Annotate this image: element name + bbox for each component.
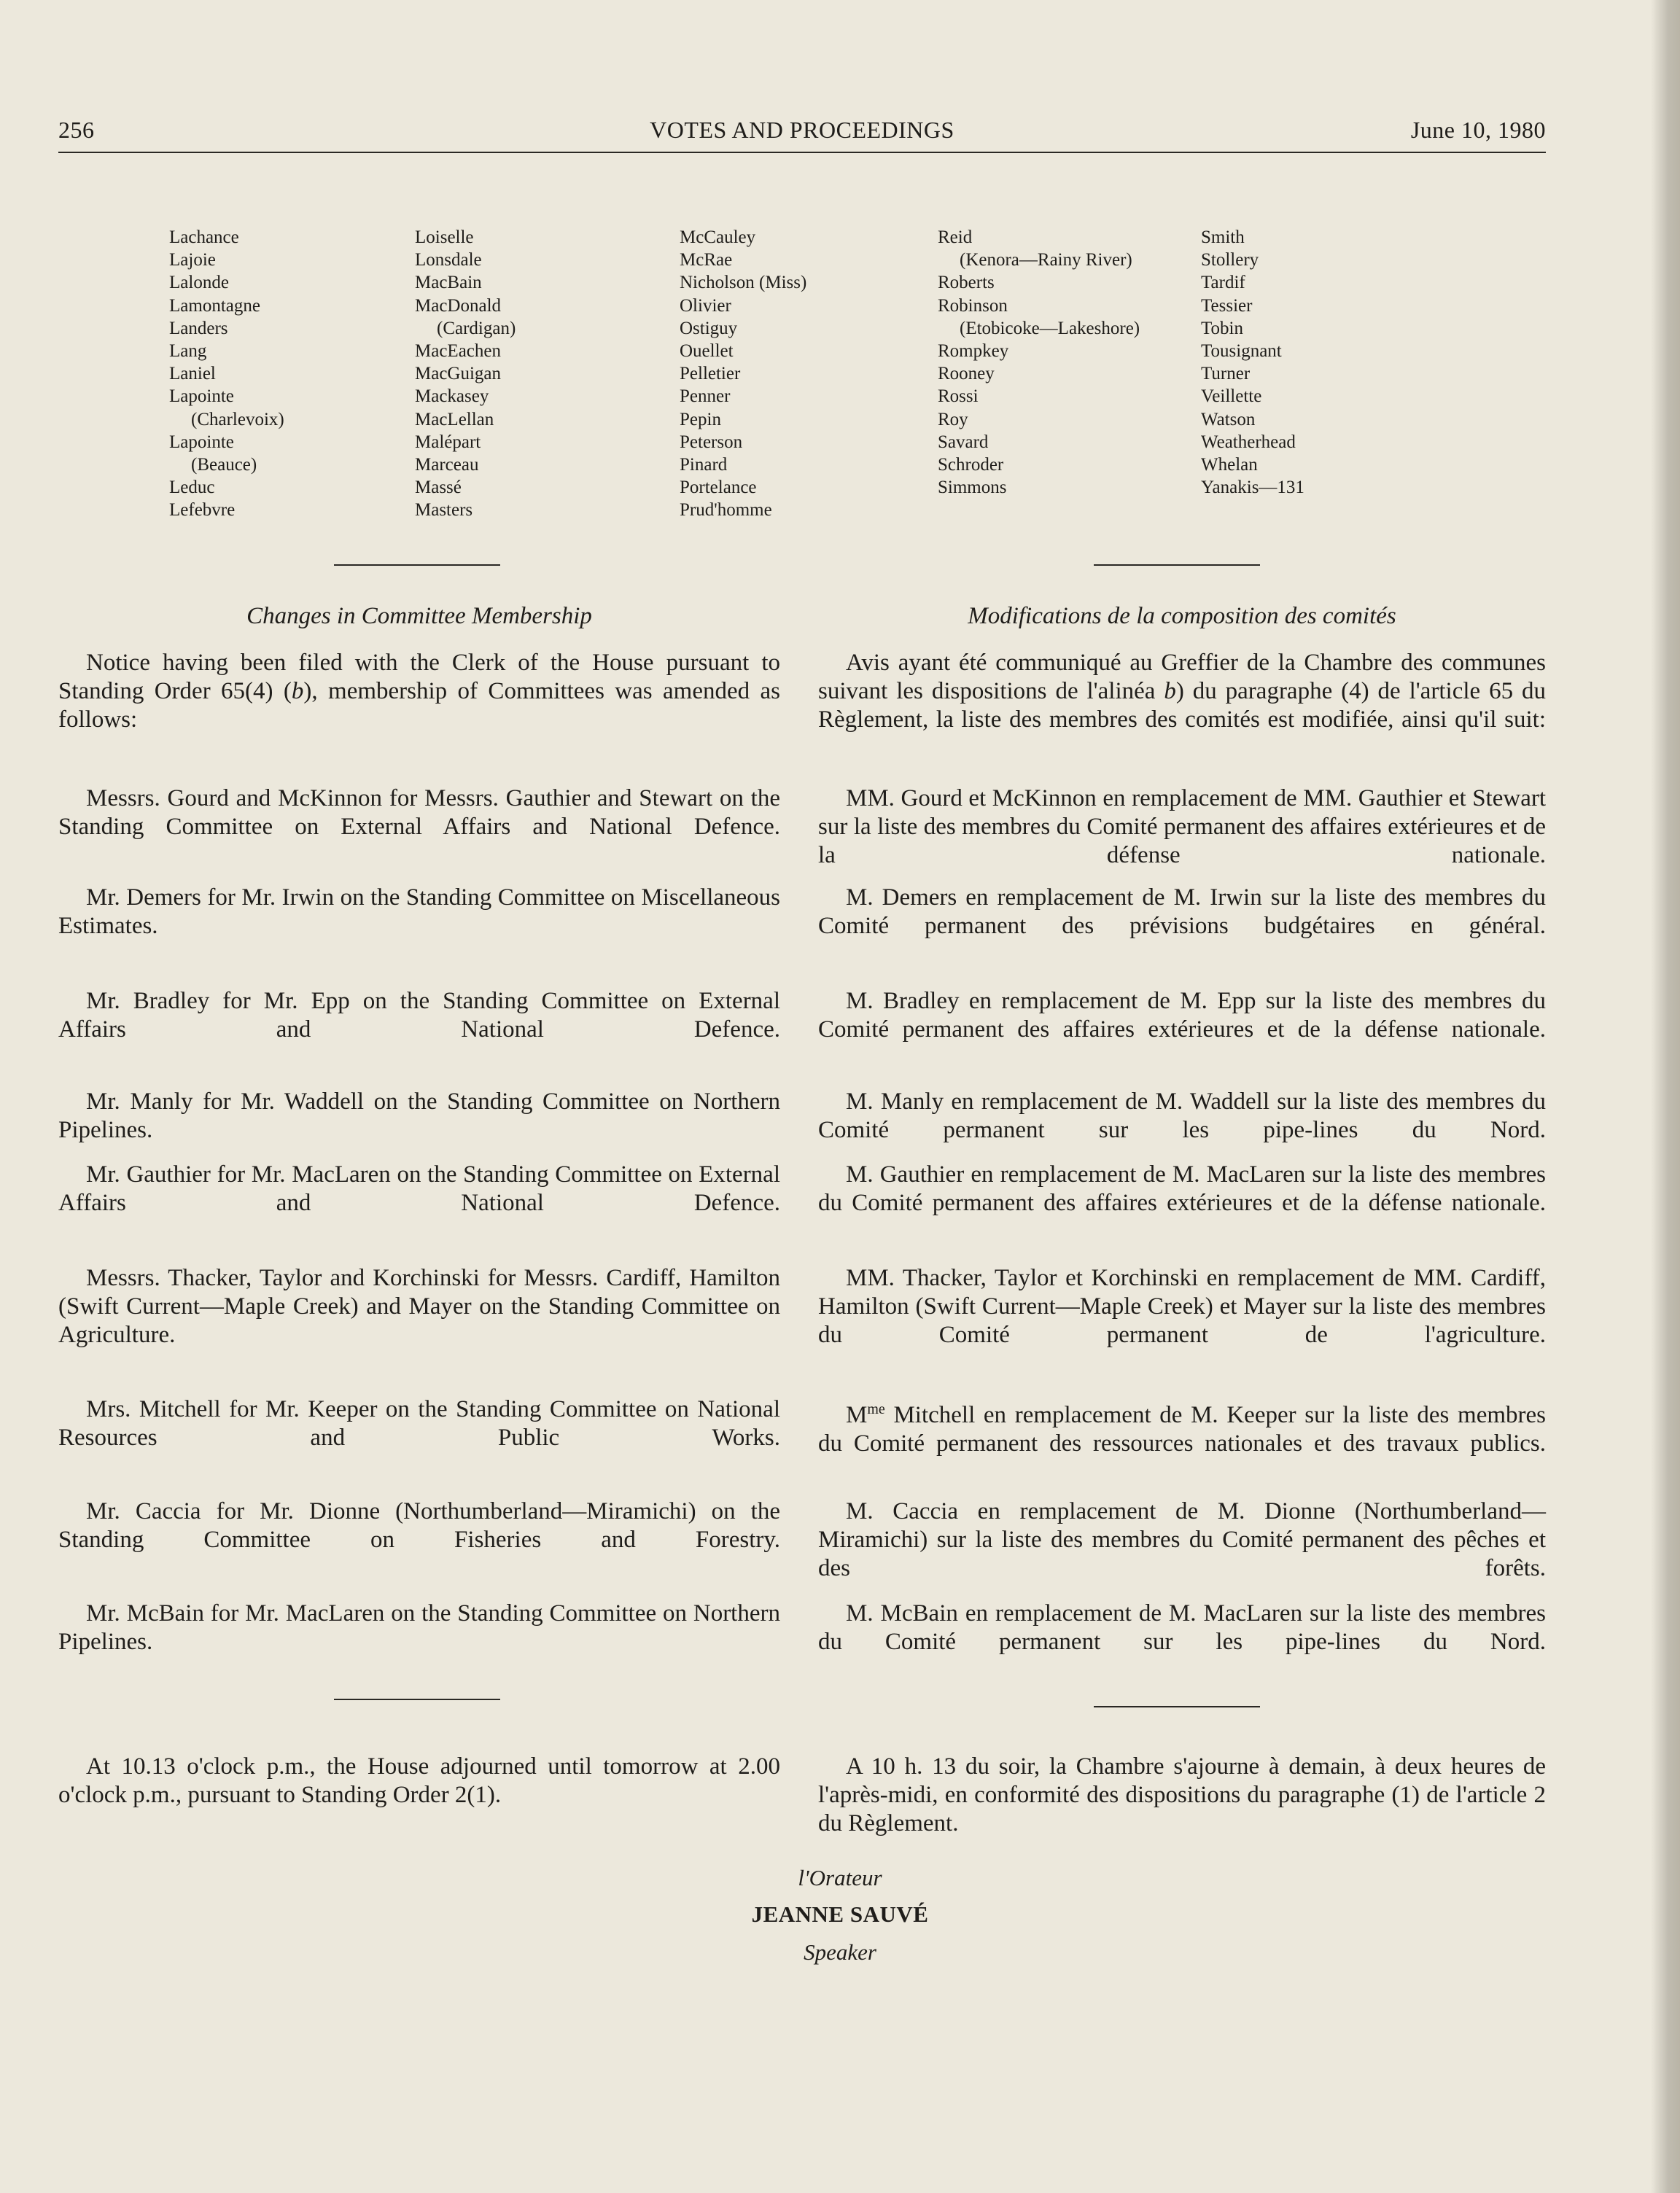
member-name: McRae xyxy=(680,250,733,270)
committee-change: MM. Gourd et McKinnon en remplacement de MM. Gauthier et Stewart sur la liste des membres du Comité permanent des affaires extérieures et de la défense nationale. xyxy=(818,785,1546,868)
committee-change: M. Gauthier en remplacement de M. MacLaren sur la liste des membres du Comité permanent des affaires extérieures et de la défense nationale. xyxy=(818,1161,1546,1216)
member-name: Lang xyxy=(169,341,207,362)
member-name: Loiselle xyxy=(415,227,474,247)
committee-change: MM. Thacker, Taylor et Korchinski en remplacement de MM. Cardiff, Hamilton (Swift Current—Maple Creek) et Mayer sur la liste des membres du Comité permanent de l'agriculture. xyxy=(818,1265,1546,1348)
committee-change: Mr. Caccia for Mr. Dionne (Northumberland—Miramichi) on the Standing Committee on Fisheries and Forestry. xyxy=(58,1498,780,1553)
member-name: Rossi xyxy=(938,386,979,407)
member-name: Tousignant xyxy=(1201,341,1282,362)
page-number: 256 xyxy=(58,117,95,143)
member-name: MacDonald xyxy=(415,295,502,316)
member-name: Tobin xyxy=(1201,318,1243,338)
signature-title: Speaker xyxy=(804,1939,876,1965)
member-name: Laniel xyxy=(169,364,216,384)
member-name: Portelance xyxy=(680,478,757,498)
committee-change: Messrs. Gourd and McKinnon for Messrs. Gauthier and Stewart on the Standing Committee on External Affairs and National Defence. xyxy=(58,785,780,840)
member-name: Prud'homme xyxy=(680,500,772,521)
member-name: Ostiguy xyxy=(680,318,738,338)
page-edge-shadow xyxy=(1651,0,1680,2193)
member-name: Nicholson (Miss) xyxy=(680,273,807,293)
member-name: Pepin xyxy=(680,409,721,429)
member-name: McCauley xyxy=(680,227,756,247)
committee-change: M. Bradley en remplacement de M. Epp sur la liste des membres du Comité permanent des affaires extérieures et de la défense nationale. xyxy=(818,988,1546,1043)
member-name: Savard xyxy=(938,432,989,452)
member-name: Lamontagne xyxy=(169,295,260,316)
committee-change: Mr. McBain for Mr. MacLaren on the Standing Committee on Northern Pipelines. xyxy=(58,1600,780,1655)
member-name: Lachance xyxy=(169,227,239,247)
member-name: Smith xyxy=(1201,227,1245,247)
member-name: Stollery xyxy=(1201,250,1259,270)
member-name: MacBain xyxy=(415,273,482,293)
member-name: MacEachen xyxy=(415,341,501,362)
member-name: Malépart xyxy=(415,432,481,452)
member-name: Ouellet xyxy=(680,341,734,362)
committee-change: Mr. Gauthier for Mr. MacLaren on the Standing Committee on External Affairs and National Defence. xyxy=(58,1161,780,1216)
committee-change: M. Caccia en remplacement de M. Dionne (Northumberland—Miramichi) sur la liste des membres du Comité permanent des pêches et des forêts. xyxy=(818,1498,1546,1581)
member-name: MacLellan xyxy=(415,409,494,429)
section-rule-right xyxy=(1094,564,1260,566)
header-rule xyxy=(58,152,1546,153)
member-name: Weatherhead xyxy=(1201,432,1296,452)
member-name: Tessier xyxy=(1201,295,1253,316)
member-name: Marceau xyxy=(415,455,479,475)
committee-change: $M^{me}$ Mitchell en remplacement de M. Keeper sur la liste des membres du Comité permanent des ressources nationales et des travaux publics. xyxy=(818,1401,1546,1457)
member-name: Reid xyxy=(938,227,973,247)
member-riding: (Charlevoix) xyxy=(191,409,284,429)
division-list-column-3 xyxy=(680,226,806,522)
committee-change: M. McBain en remplacement de M. MacLaren sur la liste des membres du Comité permanent sur les pipe-lines du Nord. xyxy=(818,1600,1546,1655)
member-name: Roberts xyxy=(938,273,995,293)
adjournment-french: A 10 h. 13 du soir, la Chambre s'ajourne à demain, à deux heures de l'après-midi, en conformité des dispositions du paragraphe (1) de l'article 2 du Règlement. xyxy=(818,1753,1546,1836)
member-riding: (Beauce) xyxy=(191,455,257,475)
member-riding: (Kenora—Rainy River) xyxy=(960,250,1132,270)
member-name: Watson xyxy=(1201,409,1256,429)
committee-change: Messrs. Thacker, Taylor and Korchinski for Messrs. Cardiff, Hamilton (Swift Current—Maple Creek) and Mayer on the Standing Committee on Agriculture. xyxy=(58,1265,780,1348)
member-name: Roy xyxy=(938,409,968,429)
member-name: Yanakis—131 xyxy=(1201,478,1304,498)
member-name: Peterson xyxy=(680,432,743,452)
member-name: Tardif xyxy=(1201,273,1245,293)
member-name: Lalonde xyxy=(169,273,229,293)
member-riding: (Cardigan) xyxy=(437,318,516,338)
notice-paragraph: Avis ayant été communiqué au Greffier de la Chambre des communes suivant les dispositions de l'alinéa b) du paragraphe (4) de l'article 65 du Règlement, la liste des membres des comités est modifiée, ainsi qu'il suit: xyxy=(818,650,1546,733)
member-name: Masters xyxy=(415,500,473,521)
member-name: Pinard xyxy=(680,455,728,475)
member-name: Olivier xyxy=(680,295,731,316)
division-list-column-5 xyxy=(1201,226,1304,499)
division-list-column-4 xyxy=(938,226,1140,499)
section-rule-left xyxy=(334,564,500,566)
member-name: Veillette xyxy=(1201,386,1262,407)
member-name: Lapointe xyxy=(169,432,234,452)
member-name: Pelletier xyxy=(680,364,741,384)
journal-title: VOTES AND PROCEEDINGS xyxy=(650,117,954,143)
section-rule-right xyxy=(1094,1706,1260,1707)
member-name: Leduc xyxy=(169,478,215,498)
committee-change: Mr. Manly for Mr. Waddell on the Standing Committee on Northern Pipelines. xyxy=(58,1088,780,1143)
member-name: Turner xyxy=(1201,364,1251,384)
member-name: Robinson xyxy=(938,295,1008,316)
member-name: Lonsdale xyxy=(415,250,482,270)
member-name: Lefebvre xyxy=(169,500,236,521)
committee-change: Mrs. Mitchell for Mr. Keeper on the Standing Committee on National Resources and Public Works. xyxy=(58,1396,780,1451)
adjournment-english: At 10.13 o'clock p.m., the House adjourned until tomorrow at 2.00 o'clock p.m., pursuant to Standing Order 2(1). xyxy=(58,1753,780,1808)
section-rule-left xyxy=(334,1699,500,1700)
division-list-column-1 xyxy=(169,226,284,522)
member-name: Rooney xyxy=(938,364,995,384)
division-list-column-2 xyxy=(415,226,516,522)
signature-name: JEANNE SAUVÉ xyxy=(751,1901,929,1927)
committee-change: Mr. Bradley for Mr. Epp on the Standing Committee on External Affairs and National Defence. xyxy=(58,988,780,1043)
sitting-date: June 10, 1980 xyxy=(1410,117,1546,143)
member-name: Whelan xyxy=(1201,455,1258,475)
committee-change: M. Manly en remplacement de M. Waddell sur la liste des membres du Comité permanent sur les pipe-lines du Nord. xyxy=(818,1088,1546,1143)
member-name: Rompkey xyxy=(938,341,1009,362)
member-name: MacGuigan xyxy=(415,364,502,384)
committee-change: Mr. Demers for Mr. Irwin on the Standing Committee on Miscellaneous Estimates. xyxy=(58,884,780,939)
member-name: Lajoie xyxy=(169,250,216,270)
member-name: Mackasey xyxy=(415,386,489,407)
member-name: Lapointe xyxy=(169,386,234,407)
member-name: Landers xyxy=(169,318,228,338)
notice-paragraph: Notice having been filed with the Clerk of the House pursuant to Standing Order 65(4) (b), membership of Committees was amended as follows: xyxy=(58,650,780,733)
member-name: Penner xyxy=(680,386,731,407)
committee-change: M. Demers en remplacement de M. Irwin sur la liste des membres du Comité permanent des prévisions budgétaires en général. xyxy=(818,884,1546,939)
section-heading-french: Modifications de la composition des comités xyxy=(968,603,1396,629)
member-name: Schroder xyxy=(938,455,1004,475)
section-heading-english: Changes in Committee Membership xyxy=(246,603,592,629)
member-riding: (Etobicoke—Lakeshore) xyxy=(960,318,1140,338)
signature-role: l'Orateur xyxy=(798,1865,882,1890)
member-name: Massé xyxy=(415,478,462,498)
member-name: Simmons xyxy=(938,478,1007,498)
